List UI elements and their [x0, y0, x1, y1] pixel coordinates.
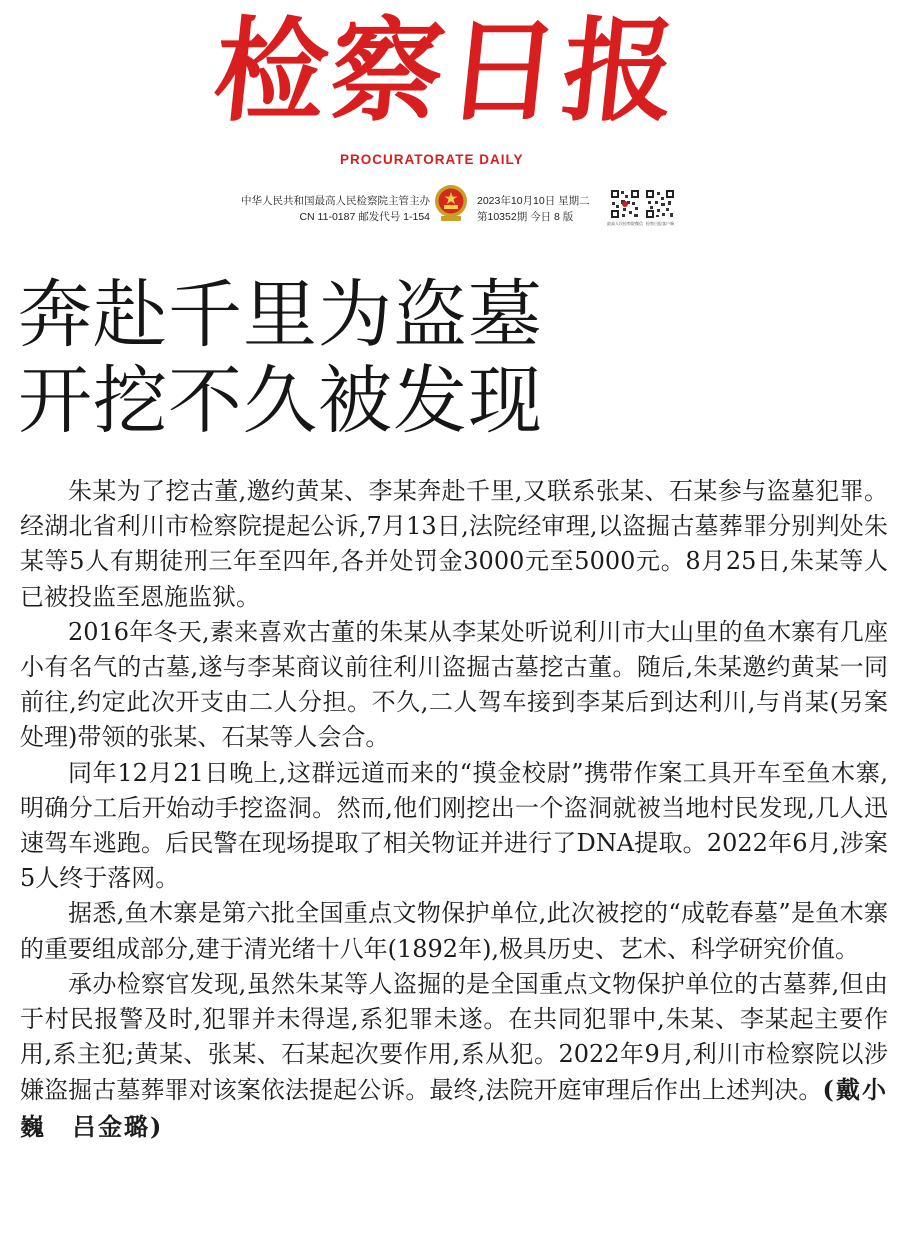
article-paragraph: 2016年冬天,素来喜欢古董的朱某从李某处听说利川市大山里的鱼木寨有几座小有名气的古墓,遂与李某商议前往利川盗掘古墓挖古董。随后,朱某邀约黄某一同前往,约定此次开支由二人分担。不久,二人驾车接到李某后到达利川,与肖某(另案处理)带领的张某、石某等人会合。 [20, 617, 888, 752]
qr-caption: 检察日报客户端 [646, 221, 674, 226]
article-paragraph-text: 承办检察官发现,虽然朱某等人盗掘的是全国重点文物保护单位的古墓葬,但由于村民报警及时,犯罪并未得逞,系犯罪未遂。在共同犯罪中,朱某、李某起主要作用,系主犯;黄某、张某、石某起次要作用,系从犯。2022年9月,利川市检察院以涉嫌盗掘古墓葬罪对该案依法提起公诉。最终,法院开庭审理后作出上述判决。 [20, 969, 888, 1105]
issue-info [477, 193, 590, 225]
masthead [0, 0, 898, 240]
national-emblem-icon [433, 183, 469, 223]
headline-line-1: 奔赴千里为盗墓 [18, 272, 543, 358]
publisher-info [241, 193, 430, 225]
qr-caption: 最高人民检察院微信 [607, 221, 643, 226]
issue-line: 第10352期 今日 8 版 [477, 211, 574, 223]
article-body [20, 474, 888, 1145]
qr-code-icon[interactable] [645, 189, 675, 219]
newspaper-title: 检察日报 [208, 6, 686, 137]
qr-code-icon[interactable] [610, 189, 640, 219]
headline-line-2: 开挖不久被发现 [18, 358, 543, 444]
byline: (戴小巍 吕金璐) [20, 1075, 888, 1141]
article-paragraph: 朱某为了挖古董,邀约黄某、李某奔赴千里,又联系张某、石某参与盗墓犯罪。经湖北省利川市检察院提起公诉,7月13日,法院经审理,以盗掘古墓葬罪分别判处朱某等5人有期徒刑三年至四年,各并处罚金3000元至5000元。8月25日,朱某等人已被投监至恩施监狱。 [20, 477, 888, 611]
publisher-line: 中华人民共和国最高人民检察院主管主办 [241, 195, 430, 207]
date-line: 2023年10月10日 星期二 [477, 195, 590, 207]
code-line: CN 11-0187 邮发代号 1-154 [299, 211, 430, 223]
article-paragraph: 据悉,鱼木寨是第六批全国重点文物保护单位,此次被挖的“成乾春墓”是鱼木寨的重要组成部分,建于清光绪十八年(1892年),极具历史、艺术、科学研究价值。 [20, 899, 888, 963]
article-paragraph: 同年12月21日晚上,这群远道而来的“摸金校尉”携带作案工具开车至鱼木寨,明确分工后开始动手挖盗洞。然而,他们刚挖出一个盗洞就被当地村民发现,几人迅速驾车逃跑。后民警在现场提取了相关物证并进行了DNA提取。2022年6月,涉案5人终于落网。 [20, 758, 888, 893]
article-headline [18, 272, 878, 444]
newspaper-title-english: PROCURATORATE DAILY [340, 152, 524, 167]
article-paragraph [20, 967, 888, 1145]
